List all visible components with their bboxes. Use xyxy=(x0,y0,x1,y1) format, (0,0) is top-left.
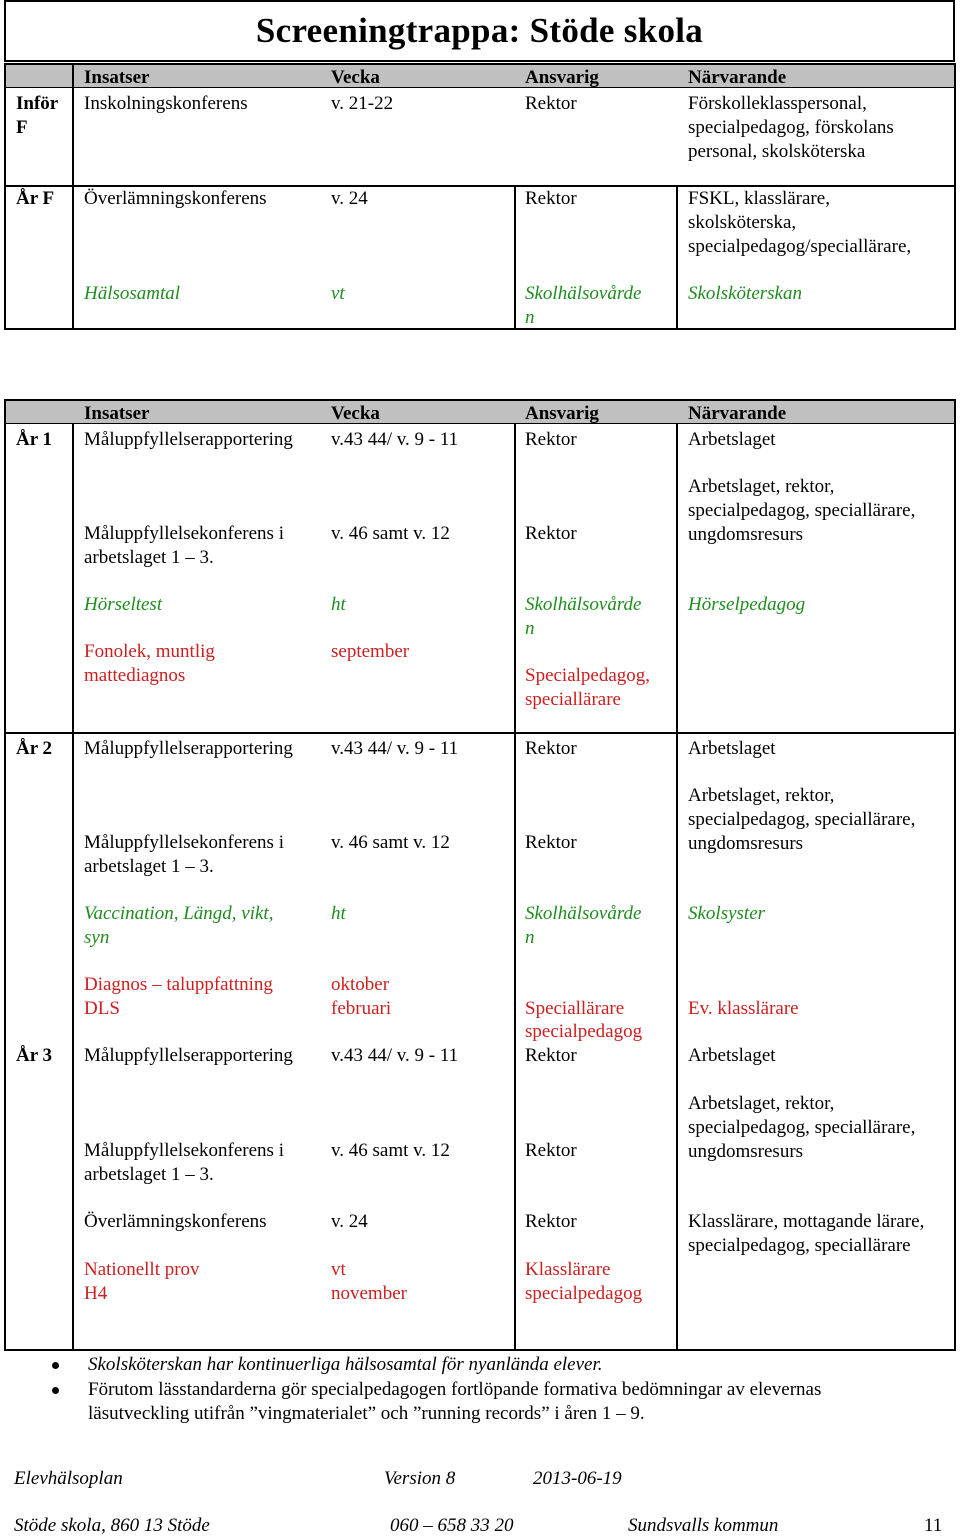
cell-insats-nationellt-prov: Nationellt prov xyxy=(84,1259,200,1280)
cell-narvarande-vaccination: Skolsyster xyxy=(688,903,766,924)
cell-vecka-diagnos: oktober xyxy=(331,974,390,995)
cell-insats-fonolek: mattediagnos xyxy=(84,665,186,686)
cell-insats: Inskolningskonferens xyxy=(84,93,248,114)
cell-narvarande: Arbetslaget xyxy=(688,738,776,759)
cell-narvarande: personal, skolsköterska xyxy=(688,141,866,162)
cell-insats: Måluppfyllelsekonferens i xyxy=(84,523,284,544)
cell-insats-horseltest: Hörseltest xyxy=(84,594,163,615)
header-insatser: Insatser xyxy=(84,403,150,424)
cell-insats: Måluppfyllelsekonferens i xyxy=(84,832,284,853)
cell-narvarande: specialpedagog, speciallärare, xyxy=(688,500,916,521)
cell-vecka: v.43 44/ v. 9 - 11 xyxy=(331,429,459,450)
header-narvarande: Närvarande xyxy=(688,67,787,88)
note-item: Skolsköterskan har kontinuerliga hälsosamtal för nyanlända elever. xyxy=(88,1354,603,1375)
cell-insats: Måluppfyllelserapportering xyxy=(84,1045,293,1066)
cell-ansvarig-vaccination: Skolhälsovårde xyxy=(525,903,642,924)
footer-version: Version 8 xyxy=(384,1468,456,1489)
cell-ansvarig: Rektor xyxy=(525,1211,577,1232)
cell-ansvarig-fonolek: speciallärare xyxy=(525,689,621,710)
cell-narvarande-halsosamtal: Skolsköterskan xyxy=(688,283,802,304)
cell-ansvarig: Rektor xyxy=(525,188,577,209)
cell-narvarande: ungdomsresurs xyxy=(688,833,804,854)
header-insatser: Insatser xyxy=(84,67,150,88)
cell-vecka: v.43 44/ v. 9 - 11 xyxy=(331,738,459,759)
header-ansvarig: Ansvarig xyxy=(525,67,599,88)
cell-vecka-nationellt-prov: vt xyxy=(331,1259,346,1280)
cell-narvarande: ungdomsresurs xyxy=(688,524,804,545)
row-label-ar-2: År 2 xyxy=(16,738,53,759)
note-item: Förutom lässtandarderna gör specialpedagogen fortlöpande formativa bedömningar av elevernas xyxy=(88,1379,822,1400)
cell-insats: Måluppfyllelserapportering xyxy=(84,738,293,759)
cell-vecka-nationellt-prov: november xyxy=(331,1283,407,1304)
row-label-ar-1: År 1 xyxy=(16,429,53,450)
bullet-icon xyxy=(52,1387,59,1394)
cell-ansvarig-horseltest: n xyxy=(525,618,535,639)
cell-narvarande-horseltest: Hörselpedagog xyxy=(688,594,806,615)
cell-ansvarig: Rektor xyxy=(525,93,577,114)
cell-narvarande: specialpedagog, speciallärare xyxy=(688,1235,911,1256)
cell-insats: Överlämningskonferens xyxy=(84,188,267,209)
cell-insats: arbetslaget 1 – 3. xyxy=(84,547,214,568)
screening-table-2 xyxy=(4,399,956,1351)
cell-vecka-vaccination: ht xyxy=(331,903,346,924)
footer-page-number: 11 xyxy=(924,1515,943,1536)
cell-ansvarig: Rektor xyxy=(525,1140,577,1161)
footer-phone: 060 – 658 33 20 xyxy=(390,1515,514,1536)
cell-vecka: v. 24 xyxy=(331,1211,368,1232)
header-vecka: Vecka xyxy=(331,403,380,424)
footer-date: 2013-06-19 xyxy=(533,1468,622,1489)
header-vecka: Vecka xyxy=(331,67,380,88)
cell-narvarande: Förskolleklasspersonal, xyxy=(688,93,867,114)
cell-ansvarig-nationellt-prov: specialpedagog xyxy=(525,1283,643,1304)
cell-insats: arbetslaget 1 – 3. xyxy=(84,1164,214,1185)
cell-insats: Måluppfyllelsekonferens i xyxy=(84,1140,284,1161)
cell-ansvarig: Rektor xyxy=(525,523,577,544)
cell-narvarande: FSKL, klasslärare, xyxy=(688,188,830,209)
cell-insats-diagnos: DLS xyxy=(84,998,120,1019)
cell-ansvarig-halsosamtal: n xyxy=(525,307,535,328)
cell-narvarande: specialpedagog, speciallärare, xyxy=(688,1117,916,1138)
cell-insats: Måluppfyllelserapportering xyxy=(84,429,293,450)
cell-vecka-diagnos: februari xyxy=(331,998,392,1019)
cell-insats: Överlämningskonferens xyxy=(84,1211,267,1232)
cell-vecka: v. 46 samt v. 12 xyxy=(331,832,450,853)
header-ansvarig: Ansvarig xyxy=(525,403,599,424)
cell-narvarande: Arbetslaget, rektor, xyxy=(688,1093,835,1114)
title-box xyxy=(4,0,955,62)
cell-vecka-halsosamtal: vt xyxy=(331,283,345,304)
cell-narvarande: Arbetslaget, rektor, xyxy=(688,476,835,497)
cell-vecka: v.43 44/ v. 9 - 11 xyxy=(331,1045,459,1066)
cell-ansvarig-vaccination: n xyxy=(525,927,535,948)
cell-insats-vaccination: Vaccination, Längd, vikt, xyxy=(84,903,274,924)
cell-ansvarig: Rektor xyxy=(525,429,577,450)
bullet-icon xyxy=(52,1362,59,1369)
row-label-ar-3: År 3 xyxy=(16,1045,53,1066)
header-narvarande: Närvarande xyxy=(688,403,787,424)
cell-ansvarig-nationellt-prov: Klasslärare xyxy=(525,1259,611,1280)
cell-narvarande: Klasslärare, mottagande lärare, xyxy=(688,1211,925,1232)
cell-insats-vaccination: syn xyxy=(84,927,110,948)
row-label-infor: Inför xyxy=(16,93,59,114)
cell-insats: arbetslaget 1 – 3. xyxy=(84,856,214,877)
footer-document-name: Elevhälsoplan xyxy=(14,1468,123,1489)
cell-insats-nationellt-prov: H4 xyxy=(84,1283,108,1304)
cell-ansvarig-halsosamtal: Skolhälsovårde xyxy=(525,283,642,304)
cell-ansvarig-diagnos: Speciallärare xyxy=(525,998,625,1019)
cell-narvarande: ungdomsresurs xyxy=(688,1141,804,1162)
cell-insats-halsosamtal: Hälsosamtal xyxy=(84,283,181,304)
cell-vecka-fonolek: september xyxy=(331,641,410,662)
cell-narvarande: Arbetslaget, rektor, xyxy=(688,785,835,806)
cell-ansvarig: Rektor xyxy=(525,1045,577,1066)
cell-ansvarig-fonolek: Specialpedagog, xyxy=(525,665,651,686)
cell-ansvarig-horseltest: Skolhälsovårde xyxy=(525,594,642,615)
cell-narvarande: specialpedagog/speciallärare, xyxy=(688,236,912,257)
cell-vecka: v. 21-22 xyxy=(331,93,394,114)
screening-table-1 xyxy=(4,63,956,330)
cell-narvarande: specialpedagog, speciallärare, xyxy=(688,809,916,830)
cell-ansvarig: Rektor xyxy=(525,738,577,759)
cell-insats-fonolek: Fonolek, muntlig xyxy=(84,641,215,662)
cell-insats-diagnos: Diagnos – taluppfattning xyxy=(84,974,273,995)
cell-narvarande: specialpedagog, förskolans xyxy=(688,117,894,138)
cell-narvarande-diagnos: Ev. klasslärare xyxy=(688,998,799,1019)
cell-vecka-horseltest: ht xyxy=(331,594,346,615)
row-label-infor-f: F xyxy=(16,117,28,138)
row-label-ar-f: År F xyxy=(16,188,55,209)
footer-organisation: Sundsvalls kommun xyxy=(628,1515,779,1536)
cell-vecka: v. 46 samt v. 12 xyxy=(331,1140,450,1161)
cell-ansvarig-diagnos: specialpedagog xyxy=(525,1021,643,1042)
note-item-continued: läsutveckling utifrån ”vingmaterialet” och ”running records” i åren 1 – 9. xyxy=(88,1403,645,1424)
page-title: Screeningtrappa: Stöde skola xyxy=(255,11,704,50)
cell-narvarande: skolsköterska, xyxy=(688,212,797,233)
cell-vecka: v. 24 xyxy=(331,188,368,209)
cell-narvarande: Arbetslaget xyxy=(688,429,776,450)
footer-address: Stöde skola, 860 13 Stöde xyxy=(14,1515,210,1536)
cell-ansvarig: Rektor xyxy=(525,832,577,853)
cell-vecka: v. 46 samt v. 12 xyxy=(331,523,450,544)
cell-narvarande: Arbetslaget xyxy=(688,1045,776,1066)
